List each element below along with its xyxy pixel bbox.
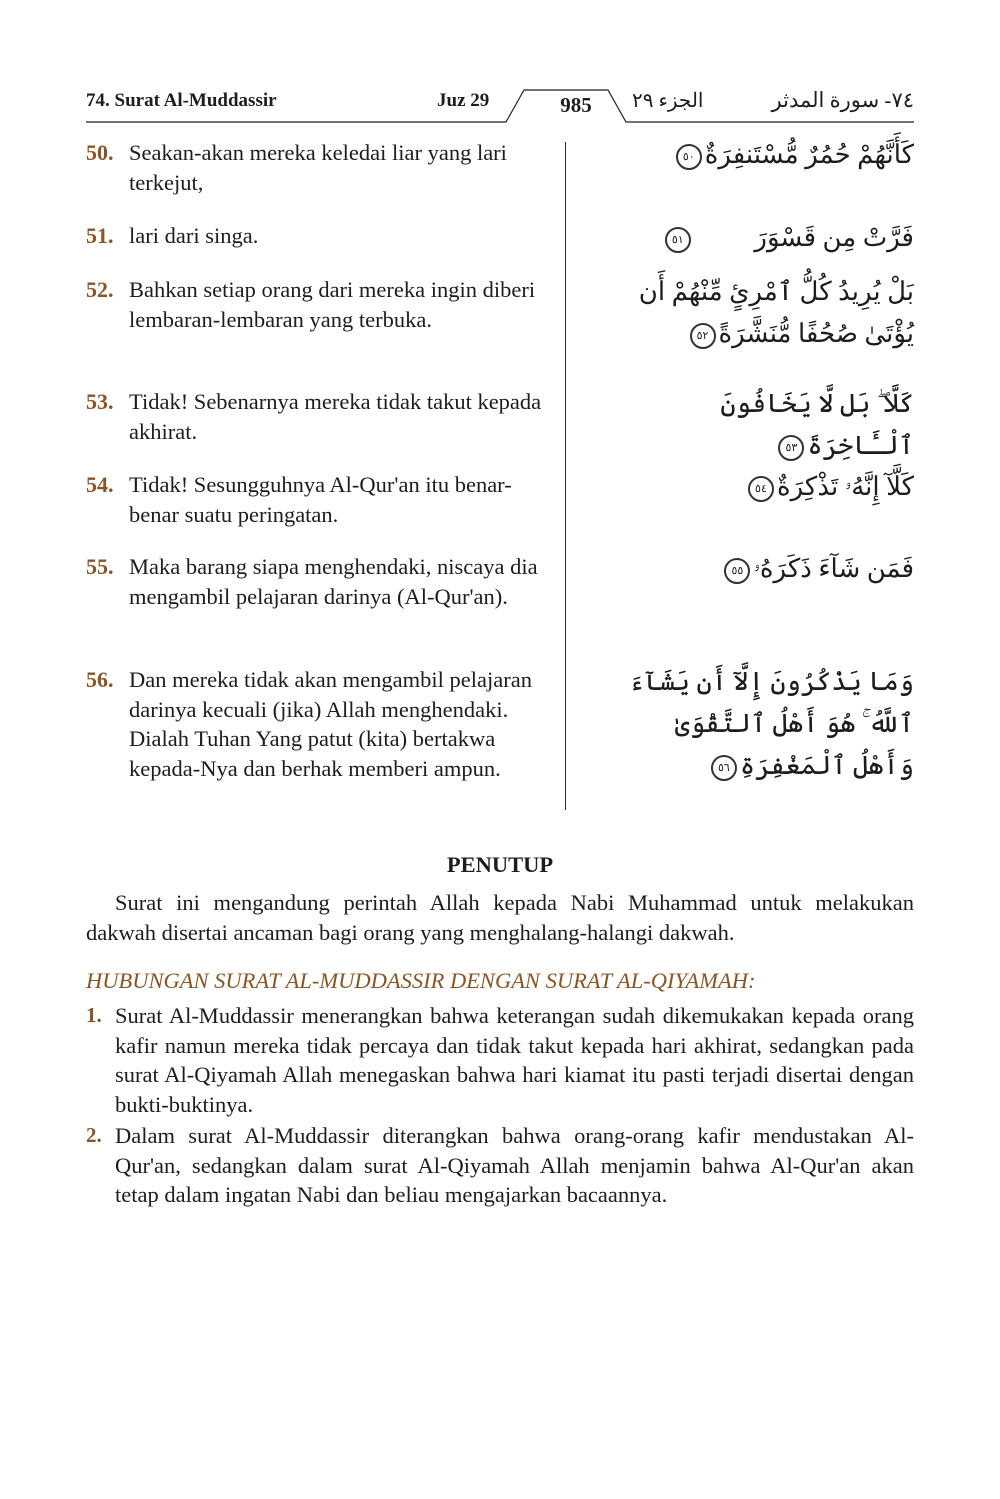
list-item xyxy=(86,1121,914,1210)
list-item-number: 1. xyxy=(86,1003,102,1027)
juz-label-arabic: الجزء ٢٩ xyxy=(632,90,704,112)
juz-label-latin: Juz 29 xyxy=(437,90,490,111)
ayah-arabic xyxy=(624,217,914,259)
ayah-number: 50. xyxy=(86,140,114,165)
ayah-end-marker: ٥٣ xyxy=(778,435,804,461)
list-item-text: Surat Al-Muddassir menerangkan bahwa keterangan sudah dikemukakan kepada orang kafir namun mereka tidak percaya dan tidak takut kepada hari akhirat, sedangkan pada surat Al-Qiyamah Allah menegaskan bahwa hari kiamat itu pasti terjadi disertai dengan bukti-buktinya. xyxy=(115,1003,914,1117)
ayah-arabic xyxy=(624,383,914,467)
ayah-translation: Tidak! Sesungguhnya Al-Qur'an itu benar-benar suatu peringatan. xyxy=(129,472,512,527)
ayah-number: 52. xyxy=(86,277,114,302)
surah-title-arabic: ٧٤- سورة المدثر xyxy=(771,88,914,112)
relation-list xyxy=(86,1001,914,1212)
ayah-end-marker: ٥٦ xyxy=(711,755,737,781)
page-header xyxy=(86,80,914,124)
ayah-translation: Maka barang siapa menghendaki, niscaya dia mengambil pelajaran darinya (Al-Qur'an). xyxy=(129,554,538,609)
ayah-arabic-text: وَمَا يَذْكُرُونَ إِلَّآ أَن يَشَآءَ ٱللَّهُ ۚ هُوَ أَهْلُ ٱلتَّقْوَىٰ وَأَهْلُ ٱلْمَغْفِرَةِ xyxy=(629,667,914,780)
column-divider xyxy=(565,142,566,810)
relation-heading: HUBUNGAN SURAT AL-MUDDASSIR DENGAN SURAT AL-QIYAMAH: xyxy=(86,968,756,993)
ayah-arabic xyxy=(624,548,914,590)
ayah-arabic-text: فَمَن شَآءَ ذَكَرَهُۥ xyxy=(753,554,914,583)
ayah-arabic-text: كَلَّآ إِنَّهُۥ تَذْكِرَةٌ xyxy=(776,472,914,501)
ayah-arabic xyxy=(624,134,914,176)
ayah-arabic-text: بَلْ يُرِيدُ كُلُّ ٱمْرِئٍ مِّنْهُمْ أَن يُؤْتَىٰ صُحُفًا مُّنَشَّرَةً xyxy=(638,277,914,348)
ayah-arabic-text: فَرَّتْ مِن قَسْوَرَةٍۭ xyxy=(693,223,914,252)
list-item-text: Dalam surat Al-Muddassir diterangkan bahwa orang-orang kafir mendustakan Al-Qur'an, sedangkan dalam surat Al-Qiyamah Allah menjamin bahwa Al-Qur'an akan tetap dalam ingatan Nabi dan beliau mengajarkan bacaannya. xyxy=(115,1123,914,1207)
ayah-translation: Seakan-akan mereka keledai liar yang lari terkejut, xyxy=(129,140,507,195)
list-item-number: 2. xyxy=(86,1123,102,1147)
ayah-end-marker: ٥٤ xyxy=(748,476,774,502)
ayah-number: 56. xyxy=(86,667,114,692)
ayah-arabic xyxy=(624,271,914,355)
ayah-end-marker: ٥١ xyxy=(665,227,691,253)
ayah-arabic xyxy=(624,661,914,787)
ayah-end-marker: ٥٠ xyxy=(676,144,702,170)
list-item xyxy=(86,1001,914,1119)
ayah-arabic-text: كَأَنَّهُمْ حُمُرٌ مُّسْتَنفِرَةٌ xyxy=(704,140,914,169)
ayah-number: 53. xyxy=(86,389,114,414)
surah-title-latin: 74. Surat Al-Muddassir xyxy=(86,90,277,111)
closing-paragraph: Surat ini mengandung perintah Allah kepada Nabi Muhammad untuk melakukan dakwah disertai ancaman bagi orang yang menghalang-halangi dakwah. xyxy=(86,890,914,945)
ayah-end-marker: ٥٥ xyxy=(724,558,750,584)
ayah-translation: Tidak! Sebenarnya mereka tidak takut kepada akhirat. xyxy=(129,389,542,444)
ayah-translation: Dan mereka tidak akan mengambil pelajaran darinya kecuali (jika) Allah menghendaki. Dialah Tuhan Yang patut (kita) bertakwa kepada-Nya dan berhak memberi ampun. xyxy=(129,667,532,781)
ayah-arabic xyxy=(624,466,914,508)
ayah-end-marker: ٥٢ xyxy=(690,323,716,349)
ayah-translation: lari dari singa. xyxy=(129,223,259,248)
ayah-number: 55. xyxy=(86,554,114,579)
ayah-arabic-text: كَلَّا ۖ بَل لَّا يَخَافُونَ ٱلْـَٔاخِرَةَ xyxy=(720,389,914,460)
ayah-number: 54. xyxy=(86,472,114,497)
page-number: 985 xyxy=(560,93,592,117)
ayah-translation: Bahkan setiap orang dari mereka ingin diberi lembaran-lembaran yang terbuka. xyxy=(129,277,536,332)
ayah-number: 51. xyxy=(86,223,114,248)
closing-heading: PENUTUP xyxy=(446,852,554,877)
